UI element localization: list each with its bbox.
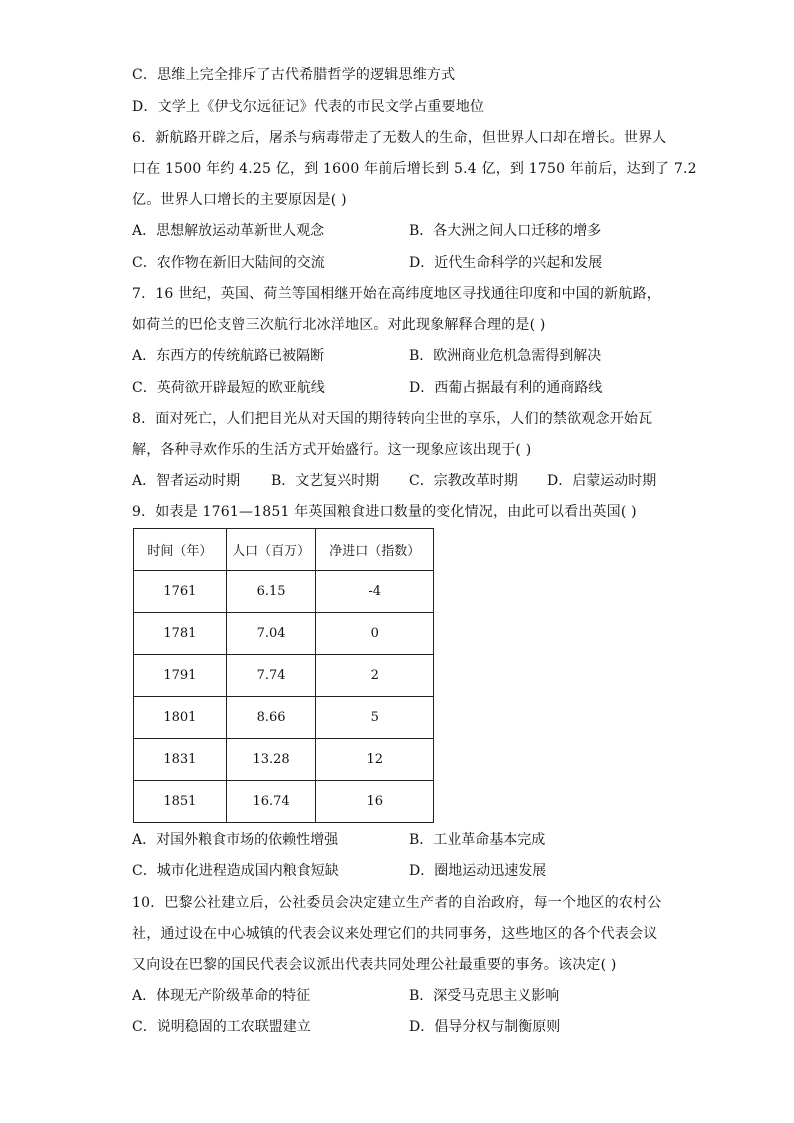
q7-stem-line-1: 7．16 世纪，英国、荷兰等国相继开始在高纬度地区寻找通往印度和中国的新航路， [132, 286, 661, 302]
q7-option-a: A．东西方的传统航路已被隔断 [132, 348, 325, 364]
table-header-net-import: 净进口（指数） [316, 529, 434, 571]
q9-stem: 9．如表是 1761—1851 年英国粮食进口数量的变化情况，由此可以看出英国( ) [132, 504, 637, 520]
table-cell-population: 7.74 [226, 655, 316, 697]
table-cell-net-import: -4 [316, 571, 434, 613]
q10-stem-line-2: 社，通过设在中心城镇的代表会议来处理它们的共同事务，这些地区的各个代表会议 [132, 926, 658, 942]
q5-option-c: C．思维上完全排斥了古代希腊哲学的逻辑思维方式 [132, 67, 456, 83]
q6-option-d: D．近代生命科学的兴起和发展 [409, 255, 603, 271]
q7-option-d: D．西葡占据最有利的通商路线 [409, 380, 603, 396]
table-cell-net-import: 16 [316, 781, 434, 823]
q10-option-c: C．说明稳固的工农联盟建立 [132, 1019, 311, 1035]
q6-stem-line-2: 口在 1500 年约 4.25 亿，到 1600 年前后增长到 5.4 亿，到 1750 年前后，达到了 7.2 [132, 161, 697, 177]
table-header-population: 人口（百万） [226, 529, 316, 571]
q8-option-d: D．启蒙运动时期 [547, 473, 657, 489]
q10-option-d: D．倡导分权与制衡原则 [409, 1019, 561, 1035]
table-row [134, 781, 434, 823]
table-cell-population: 6.15 [226, 571, 316, 613]
table-cell-population: 16.74 [226, 781, 316, 823]
table-cell-year: 1831 [134, 739, 227, 781]
q8-option-c: C．宗教改革时期 [409, 473, 518, 489]
grain-import-table [133, 528, 434, 823]
q6-stem-line-3: 亿。世界人口增长的主要原因是( ) [132, 192, 347, 208]
table-row [134, 571, 434, 613]
table-row [134, 613, 434, 655]
table-cell-population: 8.66 [226, 697, 316, 739]
table-cell-year: 1851 [134, 781, 227, 823]
table-cell-year: 1801 [134, 697, 227, 739]
q7-option-b: B．欧洲商业危机急需得到解决 [409, 348, 602, 364]
q6-option-c: C．农作物在新旧大陆间的交流 [132, 255, 325, 271]
table-header-row [134, 529, 434, 571]
q9-option-a: A．对国外粮食市场的依赖性增强 [132, 832, 339, 848]
q8-stem-line-2: 解，各种寻欢作乐的生活方式开始盛行。这一现象应该出现于( ) [132, 442, 532, 458]
table-row [134, 739, 434, 781]
q8-option-a: A．智者运动时期 [132, 473, 241, 489]
q6-stem-line-1: 6．新航路开辟之后，屠杀与病毒带走了无数人的生命，但世界人口却在增长。世界人 [132, 130, 667, 146]
q8-stem-line-1: 8．面对死亡，人们把目光从对天国的期待转向尘世的享乐，人们的禁欲观念开始瓦 [132, 411, 653, 427]
table-cell-net-import: 12 [316, 739, 434, 781]
q6-option-a: A．思想解放运动革新世人观念 [132, 223, 325, 239]
q10-option-a: A．体现无产阶级革命的特征 [132, 988, 311, 1004]
q5-option-d: D．文学上《伊戈尔远征记》代表的市民文学占重要地位 [132, 99, 485, 115]
table-cell-year: 1791 [134, 655, 227, 697]
q9-option-b: B．工业革命基本完成 [409, 832, 546, 848]
table-row [134, 655, 434, 697]
table-cell-population: 13.28 [226, 739, 316, 781]
table-cell-net-import: 0 [316, 613, 434, 655]
table-cell-year: 1761 [134, 571, 227, 613]
q10-option-b: B．深受马克思主义影响 [409, 988, 560, 1004]
q6-option-b: B．各大洲之间人口迁移的增多 [409, 223, 602, 239]
q9-option-d: D．圈地运动迅速发展 [409, 863, 547, 879]
table-cell-population: 7.04 [226, 613, 316, 655]
table-row [134, 697, 434, 739]
q10-stem-line-3: 又向设在巴黎的国民代表会议派出代表共同处理公社最重要的事务。该决定( ) [132, 957, 617, 973]
table-cell-year: 1781 [134, 613, 227, 655]
q7-option-c: C．英荷欲开辟最短的欧亚航线 [132, 380, 325, 396]
q10-stem-line-1: 10．巴黎公社建立后，公社委员会决定建立生产者的自治政府，每一个地区的农村公 [132, 895, 662, 911]
q7-stem-line-2: 如荷兰的巴伦支曾三次航行北冰洋地区。对此现象解释合理的是( ) [132, 317, 546, 333]
q8-option-b: B．文艺复兴时期 [271, 473, 380, 489]
table-header-year: 时间（年） [134, 529, 227, 571]
q9-option-c: C．城市化进程造成国内粮食短缺 [132, 863, 339, 879]
table-cell-net-import: 5 [316, 697, 434, 739]
table-cell-net-import: 2 [316, 655, 434, 697]
